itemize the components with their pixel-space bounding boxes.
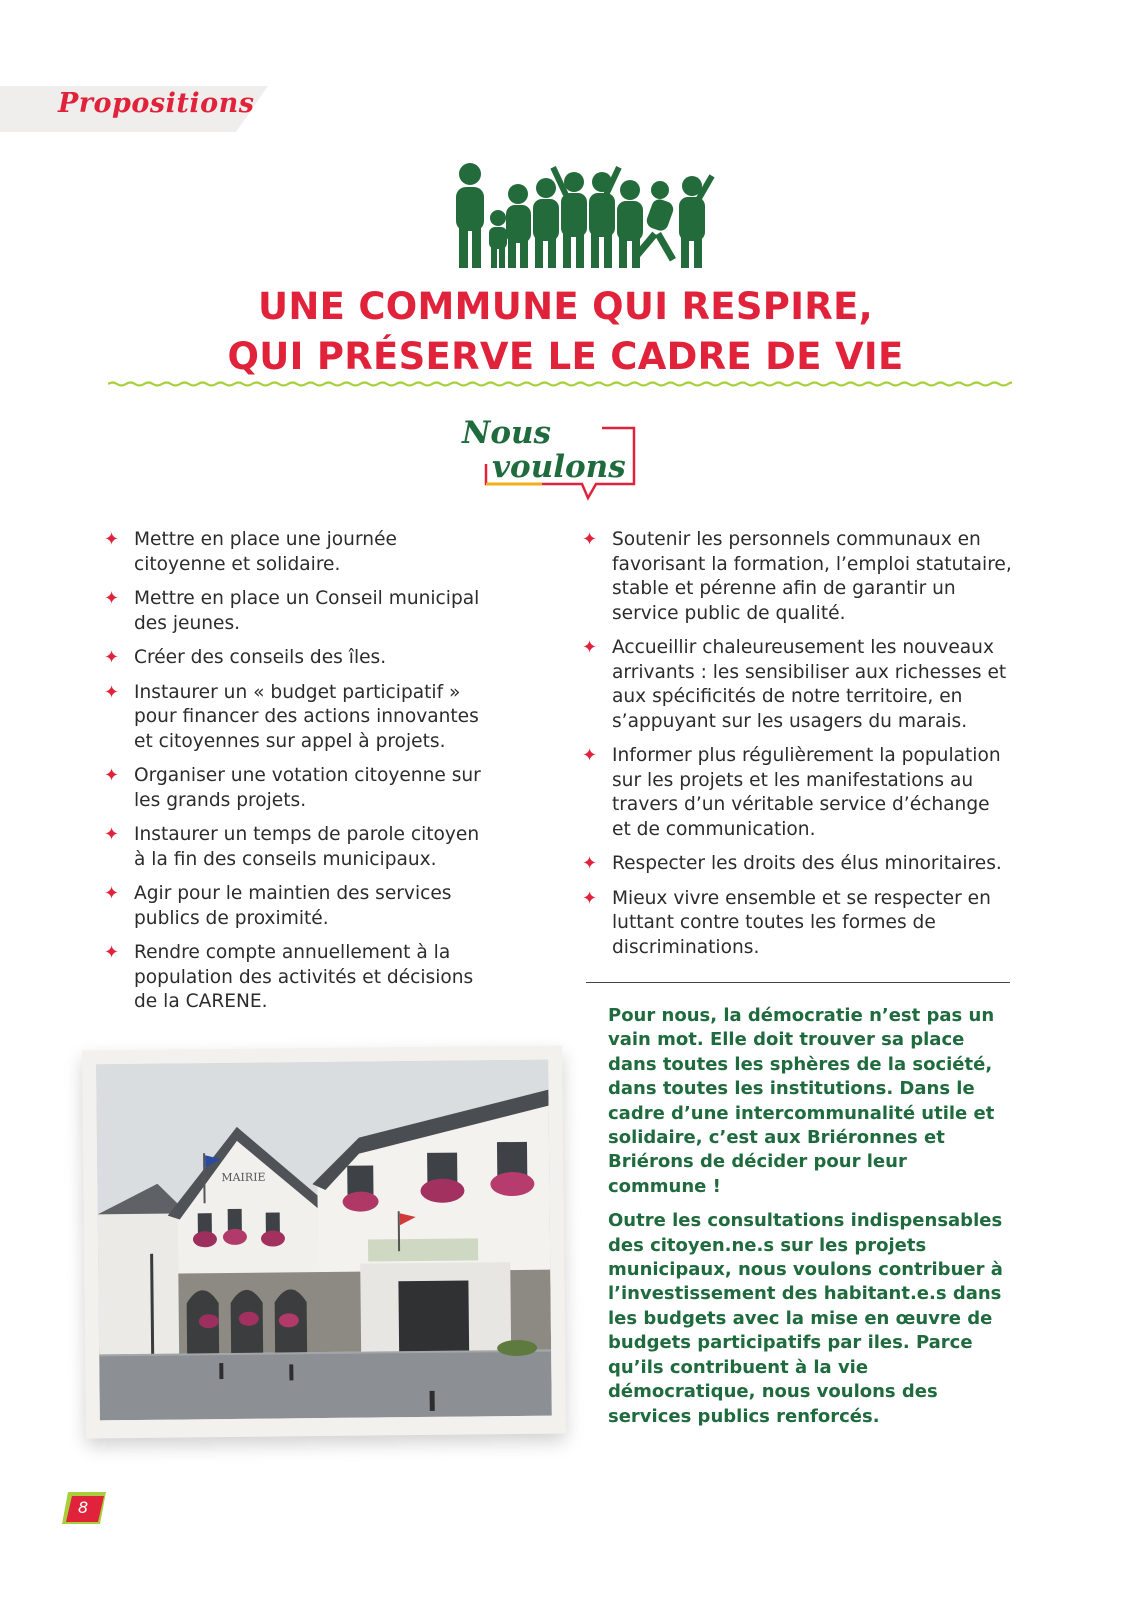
nous-voulons-badge [462, 412, 662, 522]
list-item [104, 823, 494, 872]
star-bullet-icon: ✦ [582, 745, 598, 766]
star-bullet-icon: ✦ [104, 883, 120, 904]
list-item-text: Rendre compte annuellement à la population des activités et décisions de la CARENE. [134, 942, 474, 1012]
democracy-statement [608, 1004, 1008, 1439]
star-bullet-icon: ✦ [104, 942, 120, 963]
town-hall-photo [96, 1060, 552, 1421]
nous-voulons-line-2: voulons [492, 449, 626, 485]
people-group-icon [446, 160, 730, 272]
star-bullet-icon: ✦ [582, 637, 598, 658]
nous-voulons-line-1: Nous [462, 415, 552, 451]
list-item [104, 882, 494, 931]
proposals-list-left [104, 528, 494, 1025]
page-title [0, 282, 1131, 382]
wavy-divider [108, 378, 1012, 390]
star-bullet-icon: ✦ [104, 647, 120, 668]
star-bullet-icon: ✦ [104, 824, 120, 845]
star-bullet-icon: ✦ [104, 529, 120, 550]
list-item-text: Agir pour le maintien des services publics de proximité. [134, 883, 452, 929]
list-item-text: Informer plus régulièrement la population sur les projets et les manifestations au travers d’un véritable service d’échange et de communication. [612, 745, 1001, 840]
list-item-text: Créer des conseils des îles. [134, 647, 387, 668]
list-item [582, 852, 1012, 877]
star-bullet-icon: ✦ [104, 588, 120, 609]
list-item [582, 528, 1012, 626]
star-bullet-icon: ✦ [582, 853, 598, 874]
list-item [104, 941, 494, 1015]
list-item [104, 587, 494, 636]
list-item-text: Mettre en place une journée citoyenne et solidaire. [134, 529, 397, 575]
title-line-1: UNE COMMUNE QUI RESPIRE, [257, 285, 874, 328]
list-item-text: Soutenir les personnels communaux en favorisant la formation, l’emploi statutaire, stable et pérenne afin de garantir un service public de qualité. [612, 529, 1012, 624]
star-bullet-icon: ✦ [582, 887, 598, 909]
star-bullet-icon: ✦ [104, 681, 120, 703]
statement-paragraph-1: Pour nous, la démocratie n’est pas un vain mot. Elle doit trouver sa place dans toutes les sphères de la société, dans toutes les institutions. Dans le cadre d’une intercommunalité utile et solidaire, c’est aux Briéronnes et Briérons de décider pour leur commune ! [608, 1005, 995, 1197]
section-label: Propositions [58, 88, 255, 119]
list-item-text: Accueillir chaleureusement les nouveaux arrivants : les sensibiliser aux richesses et aux spécificités de notre territoire, en s’appuyant sur les usagers du marais. [612, 637, 1007, 732]
list-item-text: Instaurer un temps de parole citoyen à la fin des conseils municipaux. [134, 824, 480, 870]
page-number: 8 [78, 1498, 89, 1517]
statement-paragraph-2: Outre les consultations indispensables des citoyen.ne.s sur les projets municipaux, nous voulons contribuer à l’investissement des habitant.e.s dans les budgets avec la mise en œuvre de budgets participatifs par iles. Parce qu’ils contribuent à la vie démocratique, nous voulons des services publics renforcés. [608, 1210, 1003, 1427]
divider-line [586, 982, 1010, 983]
title-line-2: QUI PRÉSERVE LE CADRE DE VIE [227, 335, 904, 378]
list-item [104, 764, 494, 813]
proposals-list-right [582, 528, 1012, 970]
list-item-text: Organiser une votation citoyenne sur les grands projets. [134, 765, 481, 811]
mairie-sign: MAIRIE [221, 1170, 266, 1185]
list-item [104, 528, 494, 577]
list-item-text: Respecter les droits des élus minoritaires. [612, 853, 1002, 874]
list-item-text: Mettre en place un Conseil municipal des jeunes. [134, 588, 480, 634]
star-bullet-icon: ✦ [582, 529, 598, 550]
list-item [582, 636, 1012, 734]
list-item [104, 681, 494, 755]
list-item [104, 646, 494, 671]
list-item [582, 887, 1012, 961]
town-hall-photo-frame [82, 1045, 566, 1438]
star-bullet-icon: ✦ [104, 765, 120, 786]
list-item-text: Instaurer un « budget participatif » pour financer des actions innovantes et citoyennes sur appel à projets. [134, 681, 479, 752]
list-item [582, 744, 1012, 842]
list-item-text: Mieux vivre ensemble et se respecter en luttant contre toutes les formes de discriminations. [612, 887, 991, 958]
